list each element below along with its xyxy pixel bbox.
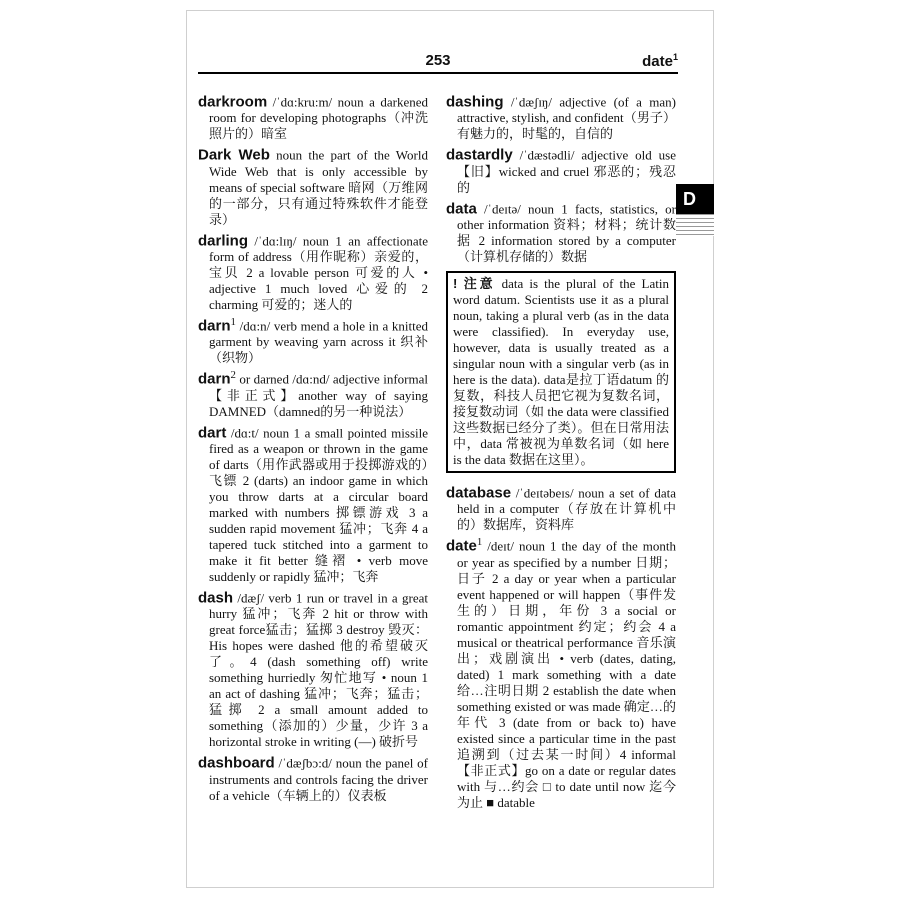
headword: dart	[198, 423, 227, 441]
guide-word-text: date	[642, 53, 673, 70]
left-column	[198, 90, 428, 805]
thumb-index-tab: D	[676, 184, 714, 214]
headword: darling	[198, 231, 249, 249]
headword: Dark Web	[198, 146, 270, 164]
headword: database	[446, 484, 512, 502]
guide-word-superscript: 1	[672, 52, 678, 62]
headword: darn	[198, 317, 231, 335]
entry-dash	[198, 586, 428, 750]
page-number: 253	[425, 52, 451, 69]
entry-definition: /dæʃ/ verb 1 run or travel in a great hurry 猛冲；飞奔 2 hit or throw with great force猛击；猛掷 3 destroy 毁灭：His hopes were dashed 他的希望破灭了。4 (dash something off) write something hurriedly 匆忙地写 • noun 1 an act of dashing 猛冲；飞奔；猛击；猛掷 2 a small amount added to something（添加的）少量，少许 3 a horizontal stroke in writing (—) 破折号	[209, 590, 428, 750]
entry-date-1	[446, 534, 676, 810]
entry-dark-web	[198, 143, 428, 227]
entry-darn-1	[198, 314, 428, 366]
entry-definition: /ˈdeɪtə/ noun 1 facts, statistics, or other information 资料；材料；统计数据 2 information stored by a computer（计算机存储的）数据	[457, 200, 676, 264]
headword-superscript: 1	[230, 315, 236, 328]
guide-word	[642, 52, 678, 70]
entry-definition: /ˈdæʃbɔ:d/ noun the panel of instruments and controls facing the driver of a vehicle（车辆上的）仪表板	[209, 755, 428, 803]
headword: dashing	[446, 93, 504, 111]
entry-definition: /dɑ:n/ verb mend a hole in a knitted garment by weaving yarn across it 织补（织物）	[209, 318, 428, 366]
headword: date	[446, 537, 477, 555]
usage-note-text: data is the plural of the Latin word datum. Scientists use it as a plural noun, taking a plural verb (as in the data were classified). In everyday use, however, data is usually treated as a singular noun with a singular verb (as in here is the data). data是拉丁语datum 的复数，科技人员把它视为复数名词，接复数动词（如 the data were classified 这些数据已经分了类）。但在日常用法中，data 常被视为单数名词（如 here is the data 数据在这里）。	[453, 275, 669, 467]
headword-superscript: 2	[230, 369, 236, 382]
entry-darling	[198, 229, 428, 313]
headword: dastardly	[446, 146, 513, 164]
header-rule	[198, 72, 678, 74]
headword: dashboard	[198, 754, 275, 772]
entry-definition: /dɑ:t/ noun 1 a small pointed missile fired as a weapon or thrown in the game of darts（用作武器或用于投掷游戏的）飞镖 2 (darts) an indoor game in which you throw darts at a circular board marked with numbers 掷镖游戏 3 a sudden rapid movement 猛冲；飞奔 4 a tapered tuck stitched into a garment to make it fit better 缝褶 • verb move suddenly or rapidly 猛冲；飞奔	[209, 424, 428, 584]
entry-definition: /ˈdɑ:lɪŋ/ noun 1 an affectionate form of address（用作昵称）亲爱的，宝贝 2 a lovable person 可爱的人 • adjective 1 much loved 心爱的 2 charming 可爱的；迷人的	[209, 232, 428, 312]
entry-dart	[198, 421, 428, 585]
usage-note-box	[446, 271, 676, 473]
entry-definition: /deɪt/ noun 1 the day of the month or year as specified by a number 日期；日子 2 a day or year when a particular event happened or will happen（事件发生的）日期，年份 3 a social or romantic appointment 约定；约会 4 a musical or theatrical performance 音乐演出；戏剧演出 • verb (dates, dating, dated) 1 mark something with a date 给…注明日期 2 establish the date when something existed or was made 确定…的年代 3 (date from or back to) have existed since a particular time in the past 追溯到（过去某一时间）4 informal【非正式】go on a date or regular dates with 与…约会 □ to date until now 迄今为止 ■ datable	[457, 538, 676, 810]
usage-note-label: ! 注意	[453, 275, 496, 291]
right-column	[446, 90, 676, 812]
entry-dashboard	[198, 751, 428, 803]
entry-definition: noun the part of the World Wide Web that is only accessible by means of special software 暗网（万维网的一部分，只有通过特殊软件才能登录）	[209, 147, 428, 227]
entry-data	[446, 197, 676, 265]
headword: darkroom	[198, 93, 268, 111]
entry-database	[446, 481, 676, 533]
entry-definition: /ˈdɑ:kru:m/ noun a darkened room for developing photographs（冲洗照片的）暗室	[209, 94, 428, 142]
headword-superscript: 1	[476, 536, 483, 549]
entry-definition: /ˈdæʃɪŋ/ adjective (of a man) attractive, stylish, and confident（男子）有魅力的，时髦的，自信的	[457, 94, 676, 142]
headword: data	[446, 199, 477, 217]
entry-dastardly	[446, 143, 676, 195]
entry-darn-2	[198, 367, 428, 419]
entry-definition: /ˈdeɪtəbeɪs/ noun a set of data held in a computer（存放在计算机中的）数据库，资料库	[457, 485, 676, 533]
entry-darkroom	[198, 90, 428, 142]
entry-definition: or darned /dɑ:nd/ adjective informal【非正式】another way of saying DAMNED（damned的另一种说法）	[209, 371, 428, 419]
entry-definition: /ˈdæstədli/ adjective old use【旧】wicked and cruel 邪恶的；残忍的	[457, 147, 676, 195]
headword: dash	[198, 589, 234, 607]
page-header	[198, 52, 678, 72]
headword: darn	[198, 370, 231, 388]
thumb-index-stripes	[676, 214, 714, 236]
entry-dashing	[446, 90, 676, 142]
